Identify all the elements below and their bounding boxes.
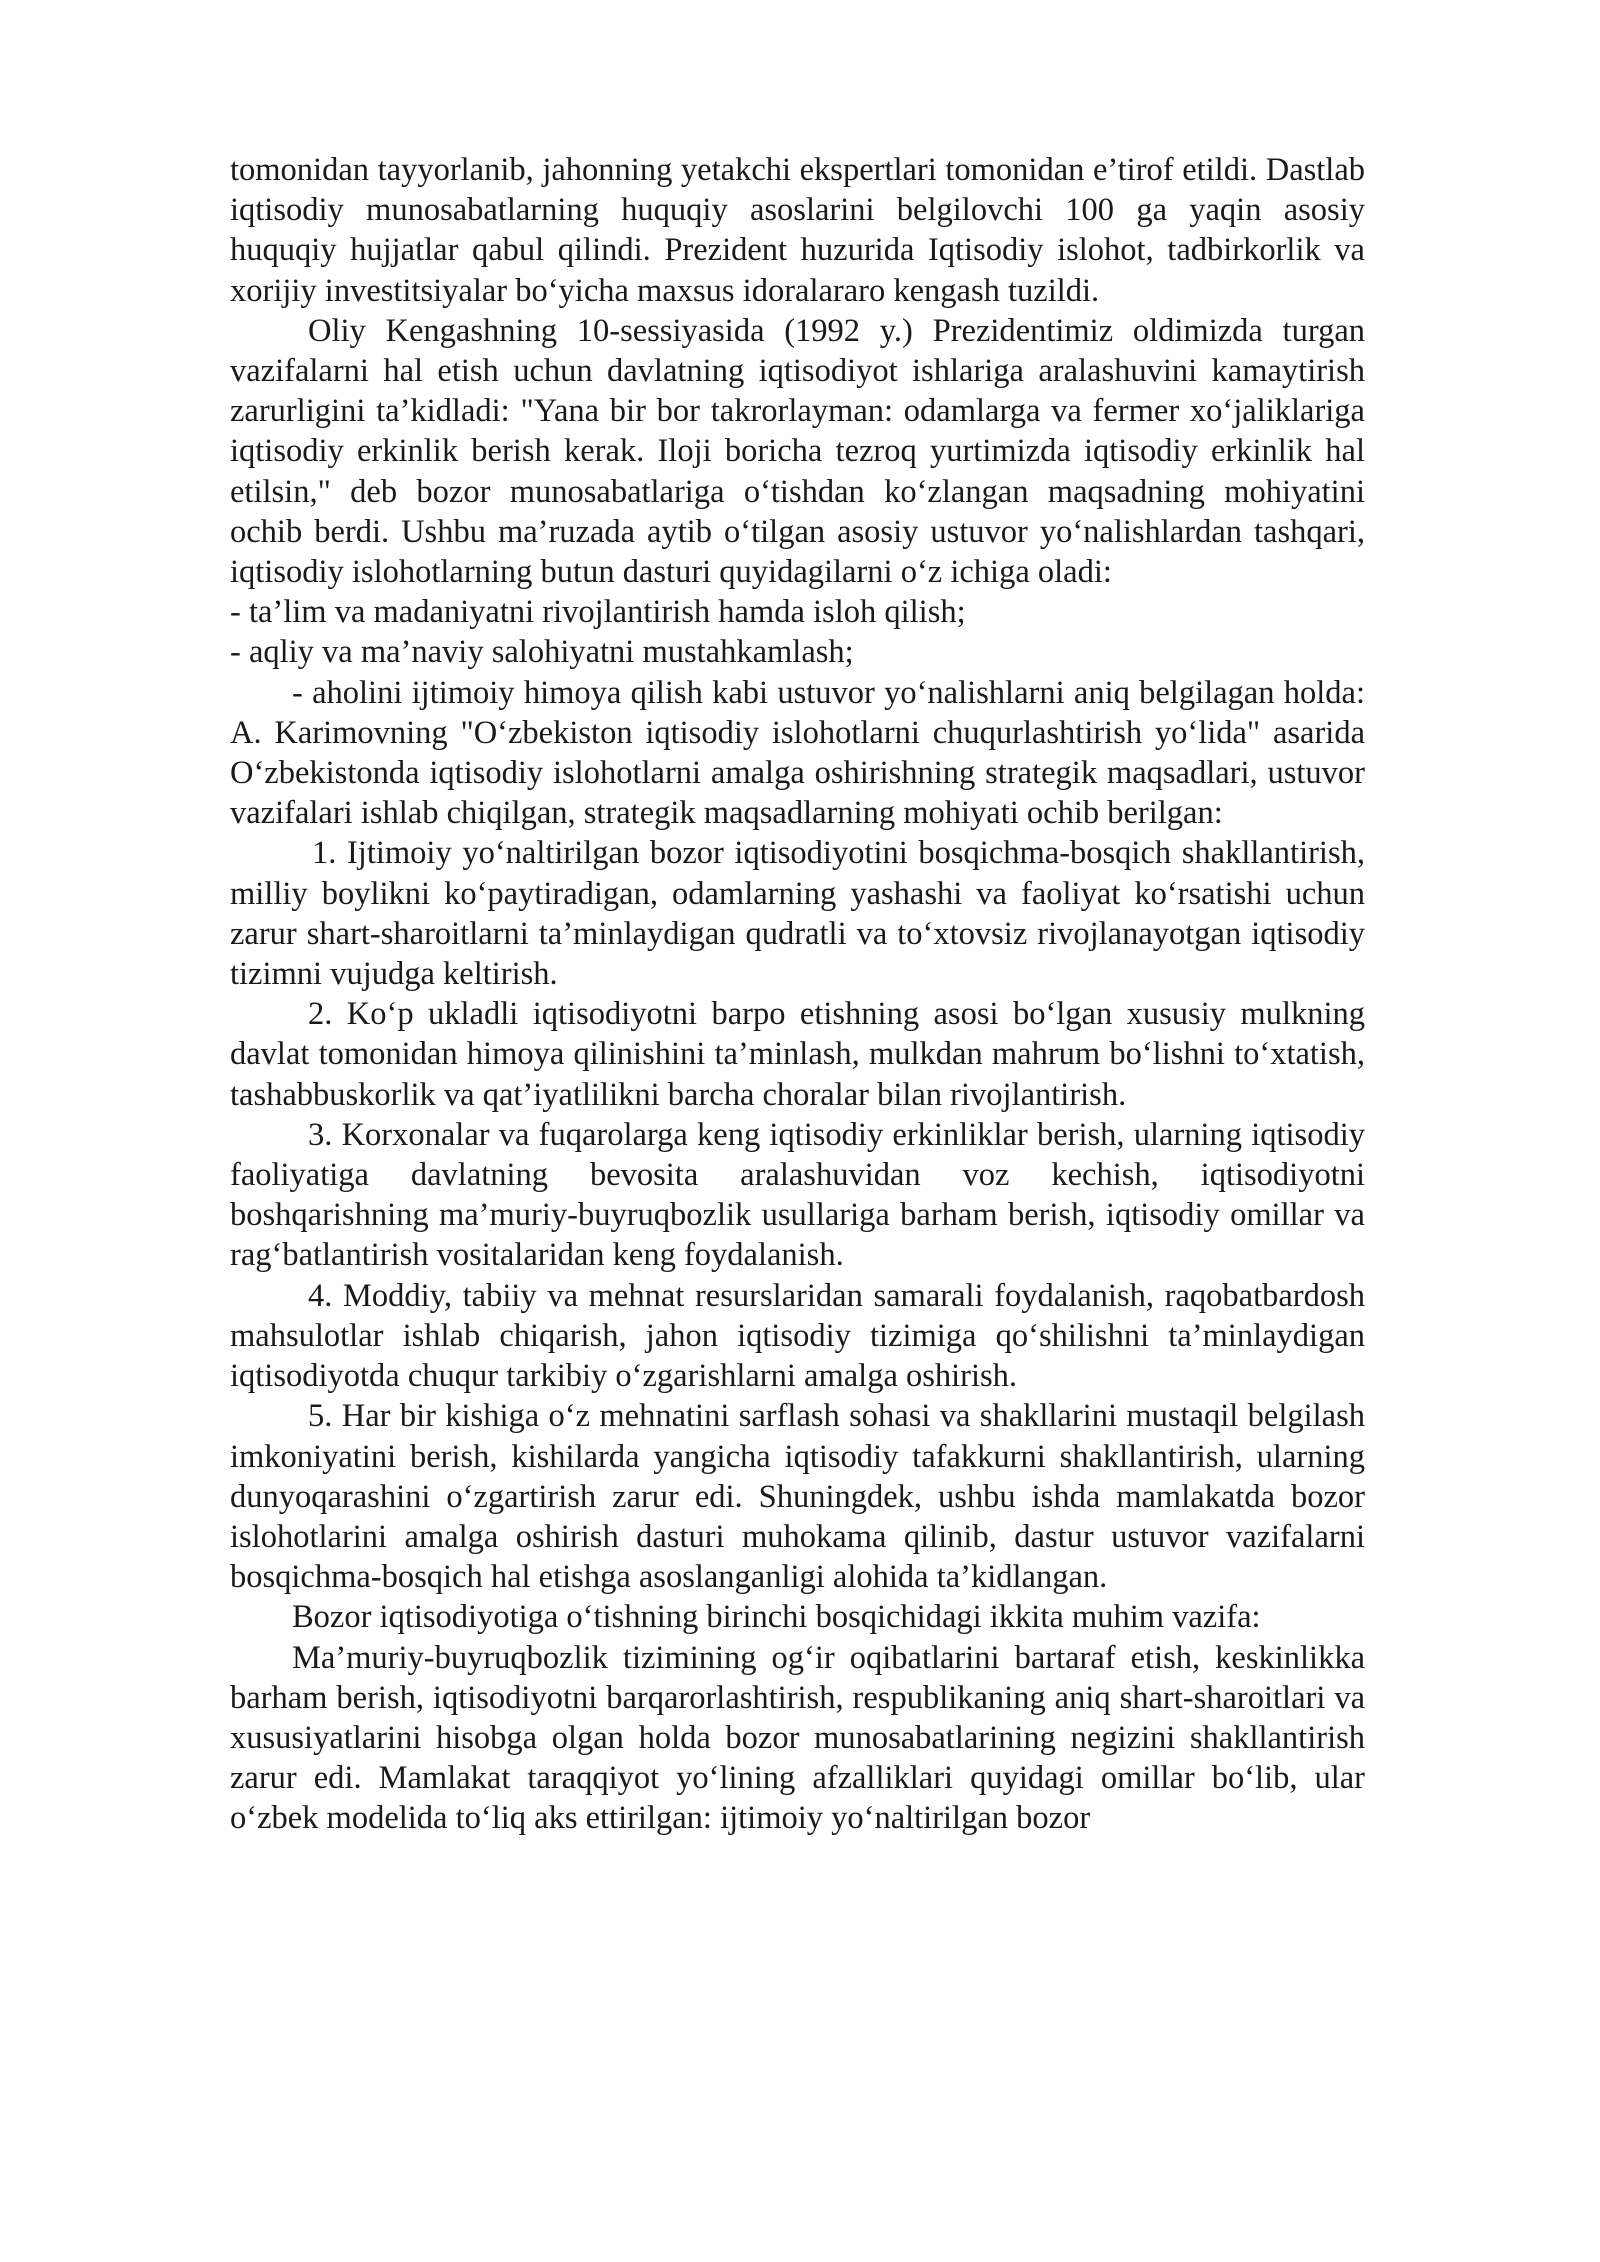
- numbered-item-2: 2. Ko‘p ukladli iqtisodiyotni barpo etishning asosi bo‘lgan xususiy mulkning davlat tomonidan himoya qilinishini ta’minlash, mulkdan mahrum bo‘lishni to‘xtatish, tashabbuskorlik va qat’iyatlilikni barcha choralar bilan rivojlantirish.: [230, 996, 1365, 1113]
- list-item-intellectual-potential: - aqliy va ma’naviy salohiyatni mustahkamlash;: [230, 634, 854, 671]
- paragraph-first-stage-tasks: Bozor iqtisodiyotiga o‘tishning birinchi bosqichidagi ikkita muhim vazifa:: [292, 1599, 1261, 1636]
- numbered-item-3: 3. Korxonalar va fuqarolarga keng iqtisodiy erkinliklar berish, ularning iqtisodiy faoliyatiga davlatning bevosita aralashuvidan voz kechish, iqtisodiyotni boshqarishning ma’muriy-buyruqbozlik usullariga barham berish, iqtisodiy omillar va rag‘batlantirish vositalaridan keng foydalanish.: [230, 1116, 1365, 1274]
- paragraph-administrative-system: Ma’muriy-buyruqbozlik tizimining og‘ir oqibatlarini bartaraf etish, keskinlikka barham berish, iqtisodiyotni barqarorlashtirish, respublikaning aniq shart-sharoitlari va xususiyatlarini hisobga olgan holda bozor munosabatlarining negizini shakllantirish zarur edi. Mamlakat taraqqiyot yo‘lining afzalliklari quyidagi omillar bo‘lib, ular o‘zbek modelida to‘liq aks ettirilgan: ijtimoiy yo‘naltirilgan bozor: [230, 1639, 1365, 1837]
- paragraph-supreme-council-session: Oliy Kengashning 10-sessiyasida (1992 y.) Prezidentimiz oldimizda turgan vazifalarni hal etish uchun davlatning iqtisodiyot ishlariga aralashuvini kamaytirish zarurligini ta’kidladi: "Yana bir bor takrorlayman: odamlarga va fermer xo‘jaliklariga iqtisodiy erkinlik berish kerak. Iloji boricha tezroq yurtimizda iqtisodiy erkinlik hal etilsin," deb bozor munosabatlariga o‘tishdan ko‘zlangan maqsadning mohiyatini ochib berdi. Ushbu ma’ruzada aytib o‘tilgan asosiy ustuvor yo‘nalishlardan tashqari, iqtisodiy islohotlarning butun dasturi quyidagilarni o‘z ichiga oladi:: [230, 312, 1365, 591]
- numbered-item-1: 1. Ijtimoiy yo‘naltirilgan bozor iqtisodiyotini bosqichma-bosqich shakllantirish, milliy boylikni ko‘paytiradigan, odamlarning yashashi va faoliyat ko‘rsatishi uchun zarur shart-sharoitlarni ta’minlaydigan qudratli va to‘xtovsiz rivojlanayotgan iqtisodiy tizimni vujudga keltirish.: [230, 835, 1365, 993]
- paragraph-social-protection: - aholini ijtimoiy himoya qilish kabi ustuvor yo‘nalishlarni aniq belgilagan holda: A. Karimovning "O‘zbekiston iqtisodiy islohotlarni chuqurlashtirish yo‘lida" asarida O‘zbekistonda iqtisodiy islohotlarni amalga oshirishning strategik maqsadlari, ustuvor vazifalari ishlab chiqilgan, strategik maqsadlarning mohiyati ochib berilgan:: [230, 674, 1365, 832]
- paragraph-continuation: tomonidan tayyorlanib, jahonning yetakchi ekspertlari tomonidan e’tirof etildi. Dastlab iqtisodiy munosabatlarning huquqiy asoslarini belgilovchi 100 ga yaqin asosiy huquqiy hujjatlar qabul qilindi. Prezident huzurida Iqtisodiy islohot, tadbirkorlik va xorijiy investitsiyalar bo‘yicha maxsus idoralararo kengash tuzildi.: [230, 152, 1365, 309]
- list-item-education: - ta’lim va madaniyatni rivojlantirish hamda isloh qilish;: [230, 594, 966, 631]
- body-text: [230, 150, 1365, 1839]
- numbered-item-5: 5. Har bir kishiga o‘z mehnatini sarflash sohasi va shakllarini mustaqil belgilash imkoniyatini berish, kishilarda yangicha iqtisodiy tafakkurni shakllantirish, ularning dunyoqarashini o‘zgartirish zarur edi. Shuningdek, ushbu ishda mamlakatda bozor islohotlarini amalga oshirish dasturi muhokama qilinib, dastur ustuvor vazifalarni bosqichma-bosqich hal etishga asoslanganligi alohida ta’kidlangan.: [230, 1398, 1365, 1596]
- numbered-item-4: 4. Moddiy, tabiiy va mehnat resurslaridan samarali foydalanish, raqobatbardosh mahsulotlar ishlab chiqarish, jahon iqtisodiy tizimiga qo‘shilishni ta’minlaydigan iqtisodiyotda chuqur tarkibiy o‘zgarishlarni amalga oshirish.: [230, 1277, 1365, 1395]
